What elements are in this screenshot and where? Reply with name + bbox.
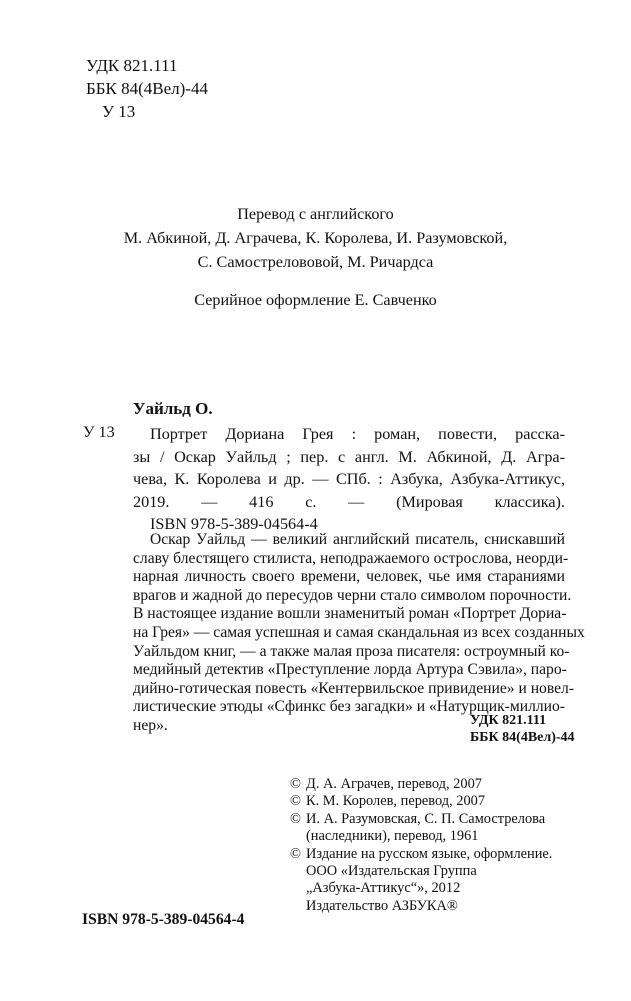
catalog-author: Уайльд О. bbox=[133, 399, 213, 418]
annotation bbox=[133, 531, 585, 736]
translators-line-1: М. Абкиной, Д. Аграчева, К. Королева, И. Разумовской, bbox=[123, 229, 508, 247]
udk-code: УДК 821.111 bbox=[86, 56, 178, 75]
udk-small: УДК 821.111 bbox=[470, 713, 547, 728]
bbk-code: ББК 84(4Вел)-44 bbox=[86, 79, 208, 98]
copyright-line: © Издание на русском языке, оформление. bbox=[290, 845, 553, 862]
catalog-code: У 13 bbox=[83, 423, 115, 441]
catalog-record bbox=[133, 423, 565, 536]
copyright-line: © К. М. Королев, перевод, 2007 bbox=[290, 793, 486, 810]
annotation-line: медийный детектив «Преступление лорда Артура Сэвила», паро- bbox=[133, 661, 567, 679]
copyright-line: Издательство АЗБУКА® bbox=[306, 897, 458, 914]
copyright-line: ООО «Издательская Группа bbox=[306, 863, 477, 880]
annotation-line: дийно-готическая повесть «Кентервильское привидение» и новел- bbox=[133, 679, 575, 697]
author-mark: У 13 bbox=[102, 102, 136, 121]
annotation-line: листические этюды «Сфинкс без загадки» и «Натурщик-миллио- bbox=[133, 698, 565, 716]
annotation-line: нарная личность своего времени, человек, чье имя стараниями bbox=[133, 568, 565, 586]
annotation-line: нер». bbox=[133, 716, 168, 734]
annotation-line: врагов и жадной до пересудов черни стало символом порочности. bbox=[133, 586, 572, 604]
isbn-bottom: ISBN 978-5-389-04564-4 bbox=[82, 911, 245, 928]
copyright-block bbox=[290, 776, 552, 915]
annotation-line: на Грея» — самая успешная и самая скандальная из всех созданных bbox=[133, 623, 585, 641]
series-design-credit: Серийное оформление Е. Савченко bbox=[194, 291, 437, 309]
copyright-line: © Д. А. Аграчев, перевод, 2007 bbox=[290, 776, 482, 792]
record-isbn: ISBN 978-5-389-04564-4 bbox=[150, 515, 318, 533]
annotation-line: славу блестящего стилиста, неподражаемого острослова, неорди- bbox=[133, 549, 569, 567]
copyright-line: „Азбука-Аттикус“», 2012 bbox=[306, 880, 461, 897]
record-line: Портрет Дориана Грея : роман, повести, расска- bbox=[150, 425, 565, 443]
annotation-line: Оскар Уайльд — великий английский писатель, снискавший bbox=[150, 531, 565, 548]
annotation-line: В настоящее издание вошли знаменитый роман «Портрет Дориа- bbox=[133, 605, 567, 623]
record-line: чева, К. Королева и др. — СПб. : Азбука, Азбука-Аттикус, 2019. — 416 с. — (Мировая классика). bbox=[133, 470, 565, 511]
copyright-line: © И. А. Разумовская, С. П. Самострелова bbox=[290, 810, 546, 827]
copyright-line: (наследники), перевод, 1961 bbox=[306, 828, 479, 845]
bbk-small: ББК 84(4Вел)-44 bbox=[470, 730, 575, 745]
translation-heading: Перевод с английского bbox=[237, 205, 394, 223]
record-line: зы / Оскар Уайльд ; пер. с англ. М. Абкиной, Д. Агра- bbox=[133, 447, 565, 466]
annotation-line: Уайльдом книг, — а также малая проза писателя: остроумный ко- bbox=[133, 642, 570, 660]
translators-line-2: С. Самострелововой, М. Ричардса bbox=[197, 253, 434, 271]
